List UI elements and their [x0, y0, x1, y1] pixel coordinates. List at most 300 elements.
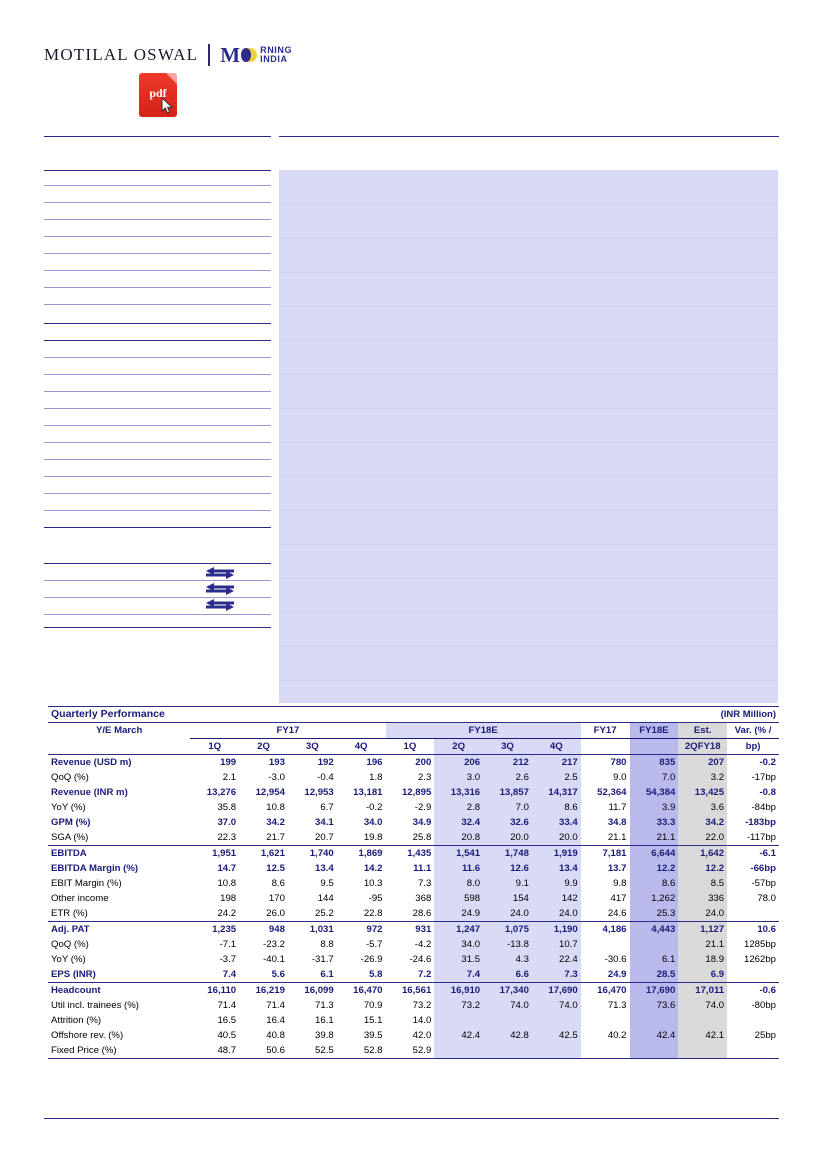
divider-line: [44, 391, 271, 392]
table-cell: 12.2: [630, 861, 679, 876]
table-cell: 7.3: [417, 878, 432, 889]
table-cell: 8.5: [678, 876, 727, 891]
table-cell: 368: [415, 893, 432, 904]
table-cell: 16,470: [581, 983, 630, 999]
table-cell: -2.9: [414, 802, 432, 813]
table-cell: 52.8: [337, 1043, 386, 1059]
table-cell: -66bp: [750, 863, 776, 874]
table-cell: 73.6: [630, 998, 679, 1013]
table-cell: 24.2: [217, 908, 237, 919]
table-cell: 9.5: [320, 878, 334, 889]
table-cell: 198: [220, 893, 237, 904]
table-cell: 78.0: [757, 893, 776, 904]
divider-line: [44, 270, 271, 271]
table-cell: -0.4: [317, 772, 334, 783]
mouse-cursor-icon: [161, 97, 175, 115]
table-cell: 1,621: [239, 846, 288, 862]
table-cell: 18.9: [678, 952, 727, 967]
table-cell: [727, 906, 779, 922]
table-cell: -26.9: [360, 954, 383, 965]
table-cell: 1.8: [369, 772, 383, 783]
row-label: YoY (%): [51, 954, 86, 965]
table-row: [48, 815, 779, 830]
table-cell: -17bp: [751, 772, 776, 783]
divider-line: [279, 136, 779, 137]
table-cell: -5.7: [365, 939, 383, 950]
table-cell: 417: [610, 893, 627, 904]
row-label-header: Y/E March: [95, 725, 143, 737]
row-label: GPM (%): [51, 817, 91, 828]
table-cell: 74.0: [678, 998, 727, 1013]
quarterly-performance-table: [48, 706, 779, 1059]
table-cell: 28.5: [630, 967, 679, 983]
row-label: Util incl. trainees (%): [51, 1000, 139, 1011]
table-cell: 12.5: [266, 863, 285, 874]
divider-line: [44, 323, 271, 324]
table-cell: 70.9: [363, 1000, 383, 1011]
updown-arrow-icons: [204, 566, 238, 614]
table-cell: 10.7: [532, 937, 581, 952]
table-cell: 10.8: [266, 802, 285, 813]
table-row: [48, 922, 779, 938]
table-cell: 1,127: [678, 922, 727, 938]
table-cell: 34.2: [678, 815, 727, 830]
table-cell: 19.8: [363, 832, 383, 843]
table-cell: 13.7: [607, 863, 627, 874]
table-cell: 217: [532, 755, 581, 771]
sub-header-3: 4Q: [337, 739, 386, 755]
table-cell: 170: [268, 893, 285, 904]
table-cell: 16,910: [434, 983, 483, 999]
table-cell: -31.7: [311, 954, 334, 965]
table-cell: 21.1: [630, 830, 679, 846]
table-cell: 1,190: [532, 922, 581, 938]
table-cell: -95: [368, 893, 383, 904]
divider-line: [44, 527, 271, 528]
table-cell: 22.3: [217, 832, 237, 843]
table-cell: 14.0: [412, 1015, 432, 1026]
pdf-attachment-icon[interactable]: [139, 73, 177, 117]
table-cell: 206: [434, 755, 483, 771]
table-cell: 1,642: [678, 846, 727, 862]
table-row: [48, 1013, 779, 1028]
table-row: [48, 967, 779, 983]
table-row: [48, 998, 779, 1013]
table-cell: 74.0: [483, 998, 532, 1013]
divider-line: [44, 425, 271, 426]
divider-line: [44, 357, 271, 358]
table-cell: [483, 1013, 532, 1028]
table-cell: 11.7: [608, 802, 627, 813]
table-row: [48, 830, 779, 846]
table-cell: 21.1: [607, 832, 627, 843]
table-cell: 22.8: [363, 908, 383, 919]
table-cell: 8.6: [271, 878, 285, 889]
table-cell: 16,470: [337, 983, 386, 999]
sub-header-4: 1Q: [386, 739, 435, 755]
table-cell: [630, 1013, 679, 1028]
table-cell: 25.2: [315, 908, 334, 919]
group-header-fy18e-total: FY18E: [630, 723, 679, 739]
table-cell: 17,011: [678, 983, 727, 999]
table-cell: -6.1: [727, 846, 779, 862]
table-cell: 8.6: [532, 800, 581, 815]
table-cell: 6.9: [678, 967, 727, 983]
divider-line: [44, 136, 271, 137]
table-cell: 37.0: [217, 817, 237, 828]
group-header-fy17-total: FY17: [581, 723, 630, 739]
table-cell: 1,951: [190, 846, 239, 862]
table-cell: -3.7: [219, 954, 237, 965]
table-cell: 17,340: [483, 983, 532, 999]
table-cell: 7.4: [434, 967, 483, 983]
divider-line: [44, 408, 271, 409]
table-cell: 48.7: [190, 1043, 239, 1059]
divider-line: [44, 459, 271, 460]
row-label: Fixed Price (%): [48, 1043, 190, 1059]
sub-header-0: 1Q: [190, 739, 239, 755]
table-cell: 16.5: [217, 1015, 237, 1026]
sub-header-11: bp): [727, 739, 779, 755]
divider-line: [44, 563, 271, 564]
row-label: QoQ (%): [51, 772, 89, 783]
table-cell: 14.7: [217, 863, 237, 874]
table-cell: 13,276: [206, 787, 237, 798]
table-cell: 948: [239, 922, 288, 938]
divider-line: [44, 202, 271, 203]
table-cell: 22.4: [532, 952, 581, 967]
table-row: [48, 846, 779, 862]
table-row: [48, 906, 779, 922]
table-row: [48, 937, 779, 952]
table-cell: 2.6: [483, 770, 532, 785]
brand-logo: [44, 44, 292, 66]
table-cell: 8.6: [630, 876, 679, 891]
table-cell: 1285bp: [743, 939, 776, 950]
table-row: [48, 1043, 779, 1059]
table-cell: 20.8: [434, 830, 483, 846]
table-cell: -117bp: [746, 832, 776, 843]
table-cell: 11.1: [413, 863, 432, 874]
table-cell: 1,075: [483, 922, 532, 938]
table-cell: 32.4: [434, 815, 483, 830]
table-cell: 9.0: [613, 772, 627, 783]
table-cell: [727, 1043, 779, 1059]
table-cell: 3.0: [434, 770, 483, 785]
table-cell: -30.6: [604, 954, 627, 965]
table-cell: 14,317: [532, 785, 581, 800]
divider-line: [44, 493, 271, 494]
table-cell: -0.8: [759, 787, 776, 798]
table-group-header-row: [48, 723, 779, 739]
table-cell: 33.4: [532, 815, 581, 830]
group-header-fy17: FY17: [190, 723, 385, 739]
sub-header-10: 2QFY18: [678, 739, 727, 755]
table-cell: 17,690: [532, 983, 581, 999]
table-cell: 9.9: [532, 876, 581, 891]
table-cell: 2.8: [434, 800, 483, 815]
table-cell: 7.3: [532, 967, 581, 983]
table-cell: 24.9: [434, 906, 483, 922]
table-cell: 33.3: [630, 815, 679, 830]
sub-header-6: 3Q: [483, 739, 532, 755]
table-cell: 13,181: [353, 787, 383, 798]
table-cell: 2.3: [417, 772, 432, 783]
table-cell: 42.4: [630, 1028, 679, 1043]
table-cell: 42.5: [532, 1028, 581, 1043]
divider-line: [44, 627, 271, 628]
table-cell: 9.1: [483, 876, 532, 891]
table-cell: 12,895: [401, 787, 432, 798]
sub-header-9: [630, 739, 679, 755]
table-cell: 9.8: [613, 878, 627, 889]
table-cell: 24.0: [532, 906, 581, 922]
row-label: Offshore rev. (%): [51, 1030, 124, 1041]
table-cell: [581, 1043, 630, 1059]
divider-line: [44, 287, 271, 288]
row-label: Attrition (%): [51, 1015, 102, 1026]
table-cell: 6.1: [630, 952, 679, 967]
table-cell: [581, 937, 630, 952]
table-cell: 34.8: [607, 817, 627, 828]
divider-line: [44, 476, 271, 477]
row-label: EBITDA: [48, 846, 190, 862]
table-cell: 4,443: [630, 922, 679, 938]
table-cell: 7.2: [417, 969, 432, 980]
table-cell: 6.7: [320, 802, 334, 813]
table-cell: 20.0: [483, 830, 532, 846]
table-cell: 71.3: [315, 1000, 334, 1011]
sub-header-7: 4Q: [532, 739, 581, 755]
table-cell: 4.3: [483, 952, 532, 967]
row-label: YoY (%): [51, 802, 86, 813]
table-cell: 3.2: [678, 770, 727, 785]
row-label: Revenue (USD m): [51, 757, 132, 768]
table-cell: 24.9: [607, 969, 627, 980]
row-label: Revenue (INR m): [51, 787, 128, 798]
table-cell: 6.1: [320, 969, 334, 980]
table-cell: 24.0: [483, 906, 532, 922]
table-cell: 972: [337, 922, 386, 938]
table-cell: -0.2: [365, 802, 383, 813]
table-cell: 21.7: [266, 832, 285, 843]
divider-line: [44, 185, 271, 186]
table-cell: 31.5: [434, 952, 483, 967]
table-cell: 40.5: [217, 1030, 237, 1041]
table-cell: 7.0: [483, 800, 532, 815]
table-cell: 16.4: [266, 1015, 285, 1026]
table-cell: 10.6: [727, 922, 779, 938]
row-label: SGA (%): [51, 832, 89, 843]
table-cell: 199: [220, 757, 237, 768]
table-cell: 196: [366, 757, 383, 768]
table-cell: 17,690: [630, 983, 679, 999]
row-label: QoQ (%): [51, 939, 89, 950]
table-cell: -183bp: [745, 817, 776, 828]
table-cell: 13,857: [483, 785, 532, 800]
table-cell: 10.8: [217, 878, 237, 889]
table-cell: 10.3: [363, 878, 383, 889]
table-cell: 6,644: [630, 846, 679, 862]
table-cell: 20.0: [532, 830, 581, 846]
table-cell: 7,181: [581, 846, 630, 862]
table-cell: -80bp: [751, 1000, 776, 1011]
row-label: ETR (%): [51, 908, 88, 919]
row-label: EPS (INR): [51, 969, 96, 980]
group-header-fy18e: FY18E: [386, 723, 581, 739]
table-cell: 28.6: [412, 908, 432, 919]
table-cell: 7.4: [222, 969, 237, 980]
table-cell: [532, 1043, 581, 1059]
table-cell: 13.4: [315, 863, 334, 874]
table-cell: 142: [532, 891, 581, 906]
divider-line: [44, 510, 271, 511]
table-cell: 154: [483, 891, 532, 906]
table-cell: 1,869: [337, 846, 386, 862]
table-cell: 39.8: [315, 1030, 334, 1041]
table-cell: [727, 967, 779, 983]
table-cell: 5.8: [369, 969, 383, 980]
table-cell: 42.1: [678, 1028, 727, 1043]
table-cell: [532, 1013, 581, 1028]
table-cell: 931: [386, 922, 435, 938]
table-cell: 5.6: [271, 969, 285, 980]
brand-letter-m: M: [220, 42, 241, 67]
table-cell: 34.2: [266, 817, 285, 828]
table-row: [48, 785, 779, 800]
table-cell: -3.0: [268, 772, 285, 783]
table-cell: 13.4: [532, 861, 581, 876]
divider-line: [44, 304, 271, 305]
table-cell: 4,186: [581, 922, 630, 938]
table-cell: [727, 1013, 779, 1028]
table-cell: 24.6: [607, 908, 627, 919]
row-label: Headcount: [48, 983, 190, 999]
row-label: Adj. PAT: [48, 922, 190, 938]
table-row: [48, 1028, 779, 1043]
table-cell: [434, 1013, 483, 1028]
table-row: [48, 952, 779, 967]
updown-arrow-icon: [204, 598, 238, 614]
divider-line: [44, 442, 271, 443]
table-cell: 3.6: [678, 800, 727, 815]
table-cell: 2.5: [532, 770, 581, 785]
updown-arrow-icon: [204, 582, 238, 598]
table-cell: 40.2: [607, 1030, 627, 1041]
table-row: [48, 800, 779, 815]
table-cell: 25.3: [630, 906, 679, 922]
sub-header-1: 2Q: [239, 739, 288, 755]
table-cell: 21.1: [678, 937, 727, 952]
table-row: [48, 876, 779, 891]
brand-name-secondary: [220, 42, 293, 67]
table-unit: (INR Million): [483, 707, 779, 723]
table-cell: 52.5: [288, 1043, 337, 1059]
table-cell: 12,954: [255, 787, 285, 798]
table-cell: 7.0: [630, 770, 679, 785]
table-cell: 144: [317, 893, 334, 904]
table-cell: 212: [483, 755, 532, 771]
table-cell: -40.1: [263, 954, 285, 965]
table-cell: 20.7: [315, 832, 334, 843]
table-cell: [483, 1043, 532, 1059]
table-cell: 42.4: [434, 1028, 483, 1043]
table-cell: 12,953: [304, 787, 334, 798]
table-cell: 1,740: [288, 846, 337, 862]
table-cell: 26.0: [266, 908, 285, 919]
table-cell: 73.2: [412, 1000, 432, 1011]
table-cell: 42.0: [412, 1030, 432, 1041]
table-cell: 25.8: [412, 832, 432, 843]
footer-divider: [44, 1118, 779, 1119]
table-cell: 71.4: [266, 1000, 285, 1011]
divider-line: [44, 219, 271, 220]
table-cell: 15.1: [363, 1015, 383, 1026]
table-sub-header-row: [48, 739, 779, 755]
table-cell: 3.9: [630, 800, 679, 815]
table-cell: 32.6: [483, 815, 532, 830]
table-cell: [630, 1043, 679, 1059]
table-cell: -24.6: [409, 954, 432, 965]
divider-line: [44, 236, 271, 237]
table-cell: 52.9: [386, 1043, 435, 1059]
brand-secondary-line1: RNING: [260, 45, 293, 55]
table-cell: -23.2: [263, 939, 285, 950]
table-row: [48, 755, 779, 771]
table-cell: 52,364: [597, 787, 627, 798]
table-cell: 16,561: [386, 983, 435, 999]
table-row: [48, 861, 779, 876]
table-cell: 207: [678, 755, 727, 771]
table-cell: 34.0: [363, 817, 383, 828]
table-cell: 780: [610, 757, 627, 768]
brand-secondary-lines: [260, 46, 292, 64]
table-cell: 1,541: [434, 846, 483, 862]
table-cell: 35.8: [217, 802, 237, 813]
table-cell: 8.0: [434, 876, 483, 891]
table-cell: 598: [434, 891, 483, 906]
table-cell: [581, 1013, 630, 1028]
table-cell: 8.8: [320, 939, 334, 950]
table-cell: -84bp: [751, 802, 776, 813]
table-row: [48, 770, 779, 785]
table-cell: 16,110: [190, 983, 239, 999]
table-cell: 39.5: [363, 1030, 383, 1041]
table-cell: 50.6: [239, 1043, 288, 1059]
group-header-var: Var. (% /: [727, 723, 779, 739]
table-cell: [630, 937, 679, 952]
table-cell: 11.6: [434, 861, 483, 876]
table-cell: 25bp: [754, 1030, 776, 1041]
table-row: [48, 983, 779, 999]
table-cell: 34.9: [412, 817, 432, 828]
brand-divider: [208, 44, 210, 66]
table-cell: 16,099: [288, 983, 337, 999]
table-cell: 42.8: [483, 1028, 532, 1043]
table-cell: -4.2: [414, 939, 432, 950]
brand-secondary-line2: INDIA: [260, 54, 288, 64]
table-cell: 73.2: [434, 998, 483, 1013]
table-cell: 2.1: [222, 772, 237, 783]
table-row: [48, 891, 779, 906]
table-cell: 13,425: [678, 785, 727, 800]
table-cell: -0.6: [727, 983, 779, 999]
table-cell: 34.0: [434, 937, 483, 952]
pdf-icon-label: pdf: [149, 86, 167, 100]
table-cell: 835: [630, 755, 679, 771]
group-header-est: Est.: [678, 723, 727, 739]
table-cell: 336: [678, 891, 727, 906]
